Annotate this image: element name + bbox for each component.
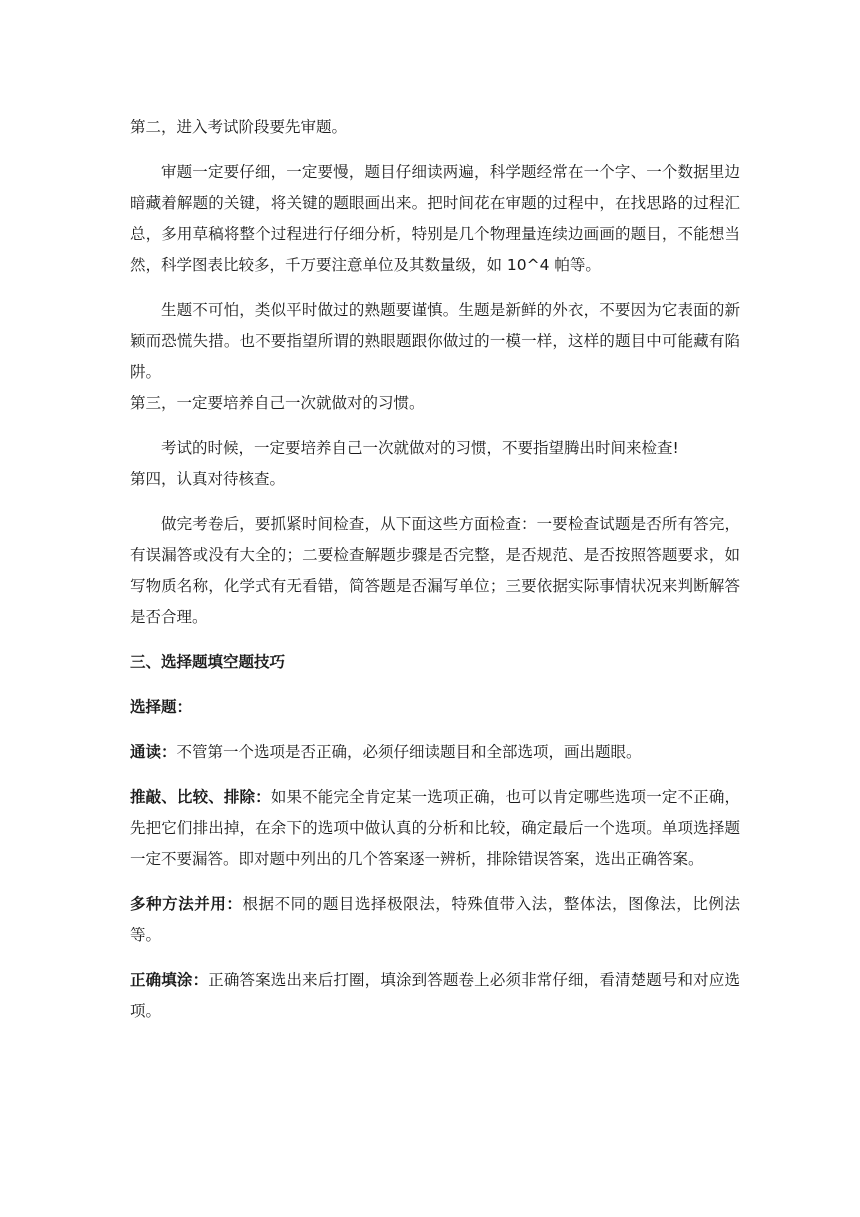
heading-choice-questions: 选择题： bbox=[130, 698, 193, 716]
term-separator: ： bbox=[161, 743, 177, 761]
term-paragraph-fill bbox=[130, 965, 740, 1027]
term-paragraph-methods bbox=[130, 889, 740, 951]
term-text: 不管第一个选项是否正确，必须仔细读题目和全部选项，画出题眼。 bbox=[176, 743, 642, 761]
term-paragraph-compare bbox=[130, 782, 740, 875]
document-page bbox=[130, 112, 740, 1041]
paragraph-check: 做完考卷后，要抓紧时间检查，从下面这些方面检查：一要检查试题是否所有答完，有误漏答或没有大全的；二要检查解题步骤是否完整，是否规范、是否按照答题要求，如写物质名称，化学式有无看错，简答题是否漏写单位；三要依据实际事情状况来判断解答是否合理。 bbox=[130, 515, 740, 626]
section-heading-2: 第二，进入考试阶段要先审题。 bbox=[130, 118, 348, 136]
paragraph-do-right-once: 考试的时候，一定要培养自己一次就做对的习惯，不要指望腾出时间来检查! bbox=[161, 439, 679, 457]
term-label: 正确填涂 bbox=[130, 971, 193, 989]
term-text: 如果不能完全肯定某一选项正确，也可以肯定哪些选项一定不正确，先把它们排出掉，在余下的选项中做认真的分析和比较，确定最后一个选项。单项选择题一定不要漏答。即对题中列出的几个答案逐一辨析，排除错误答案，选出正确答案。 bbox=[130, 788, 740, 868]
section-heading-3: 第三，一定要培养自己一次就做对的习惯。 bbox=[130, 394, 425, 412]
term-separator: ： bbox=[255, 788, 271, 806]
term-paragraph-read bbox=[130, 737, 740, 768]
section-heading-4: 第四，认真对待核查。 bbox=[130, 470, 286, 488]
term-label: 通读 bbox=[130, 743, 162, 761]
term-separator: ： bbox=[226, 895, 243, 913]
heading-choice-fill-skills: 三、选择题填空题技巧 bbox=[130, 653, 286, 671]
paragraph-new-questions: 生题不可怕，类似平时做过的熟题要谨慎。生题是新鲜的外衣，不要因为它表面的新颖而恐慌失措。也不要指望所谓的熟眼题跟你做过的一模一样，这样的题目中可能藏有陷阱。 bbox=[130, 301, 740, 381]
term-text: 根据不同的题目选择极限法，特殊值带入法，整体法，图像法，比例法等。 bbox=[130, 895, 740, 944]
term-text: 正确答案选出来后打圈，填涂到答题卷上必须非常仔细，看清楚题号和对应选项。 bbox=[130, 971, 740, 1020]
term-label: 多种方法并用 bbox=[130, 895, 227, 913]
paragraph-review-question: 审题一定要仔细，一定要慢，题目仔细读两遍，科学题经常在一个字、一个数据里边暗藏着解题的关键，将关键的题眼画出来。把时间花在审题的过程中，在找思路的过程汇总，多用草稿将整个过程进行仔细分析，特别是几个物理量连续边画画的题目，不能想当然，科学图表比较多，千万要注意单位及其数量级，如 10^4 帕等。 bbox=[130, 163, 740, 274]
term-label: 推敲、比较、排除 bbox=[130, 788, 256, 806]
term-separator: ： bbox=[192, 971, 209, 989]
